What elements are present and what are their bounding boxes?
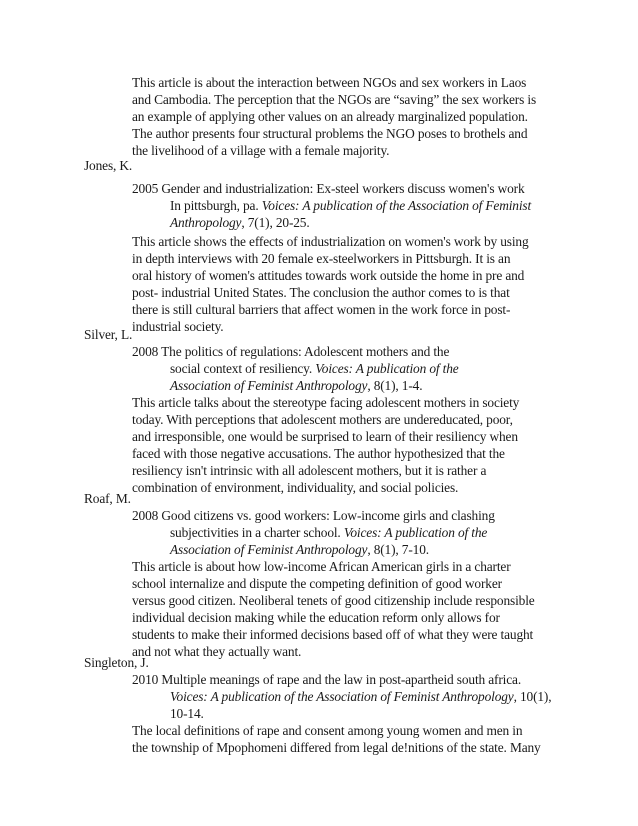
citation-line: 2005 Gender and industrialization: Ex-steel workers discuss women's work (132, 181, 525, 196)
citation-text: , 8(1), 1-4. (367, 378, 423, 393)
citation-text: subjectivities in a charter school. (170, 525, 344, 540)
annotation-line: the township of Mpophomeni differed from legal de!nitions of the state. Many (132, 740, 541, 755)
annotation-line: This article is about how low-income African American girls in a charter (132, 559, 511, 574)
annotation-line: there is still cultural barriers that affect women in the work force in post- (132, 302, 511, 317)
citation-line (170, 377, 422, 394)
entry-author: Roaf, M. (84, 491, 131, 506)
annotation-line: This article shows the effects of industrialization on women's work by using (132, 234, 529, 249)
entry-author: Singleton, J. (84, 655, 149, 670)
annotation-line: This article is about the interaction between NGOs and sex workers in Laos (132, 75, 527, 90)
citation-line (170, 688, 551, 705)
citation-text: social context of resiliency. (170, 361, 316, 376)
journal-title: Association of Feminist Anthropology (170, 542, 368, 557)
annotation-line: and irresponsible, one would be surprised to learn of their resiliency when (132, 429, 518, 444)
annotation-line: in depth interviews with 20 female ex-steelworkers in Pittsburgh. It is an (132, 251, 511, 266)
annotation-line: oral history of women's attitudes towards work outside the home in pre and (132, 268, 525, 283)
annotation-line: The author presents four structural problems the NGO poses to brothels and (132, 126, 528, 141)
journal-title: Voices: A publication of the Association of Feminist (261, 198, 532, 213)
citation-line (170, 541, 429, 558)
citation-text: In pittsburgh, pa. (170, 198, 262, 213)
annotation-line: the livelihood of a village with a female majority. (132, 143, 390, 158)
citation-line (170, 214, 310, 231)
annotation-line: faced with those negative accusations. The author hypothesized that the (132, 446, 505, 461)
annotation-line: The local definitions of rape and consent among young women and men in (132, 723, 523, 738)
annotation-line: an example of applying other values on an already marginalized population. (132, 109, 528, 124)
citation-line (170, 197, 531, 214)
journal-title: Voices: A publication of the Association of Feminist Anthropology (170, 689, 514, 704)
citation-text: 10-14. (170, 706, 204, 721)
entry-author: Jones, K. (84, 158, 133, 173)
entry-author: Silver, L. (84, 327, 133, 342)
journal-title: Voices: A publication of the (315, 361, 459, 376)
citation-line: 2008 The politics of regulations: Adolescent mothers and the (132, 344, 450, 359)
annotation-line: school internalize and dispute the competing definition of good worker (132, 576, 502, 591)
journal-title: Association of Feminist Anthropology (170, 378, 368, 393)
citation-line: 2008 Good citizens vs. good workers: Low-income girls and clashing (132, 508, 495, 523)
annotation-line: and Cambodia. The perception that the NGOs are “saving” the sex workers is (132, 92, 537, 107)
annotation-line: and not what they actually want. (132, 644, 302, 659)
citation-text: , 10(1), (513, 689, 552, 704)
annotation-line: combination of environment, individuality, and social policies. (132, 480, 459, 495)
annotation-line: versus good citizen. Neoliberal tenets of good citizenship include responsible (132, 593, 535, 608)
journal-title: Voices: A publication of the (343, 525, 488, 540)
annotation-line: today. With perceptions that adolescent mothers are undereducated, poor, (132, 412, 513, 427)
annotation-line: resiliency isn't intrinsic with all adolescent mothers, but it is rather a (132, 463, 487, 478)
citation-line (170, 705, 204, 722)
citation-text: , 7(1), 20-25. (241, 215, 310, 230)
citation-text: , 8(1), 7-10. (367, 542, 429, 557)
citation-line (170, 524, 487, 541)
citation-line (170, 360, 459, 377)
annotation-line: This article talks about the stereotype facing adolescent mothers in society (132, 395, 520, 410)
annotation-line: post- industrial United States. The conclusion the author comes to is that (132, 285, 510, 300)
annotation-line: students to make their informed decisions based off of what they were taught (132, 627, 534, 642)
annotation-line: individual decision making while the education reform only allows for (132, 610, 500, 625)
citation-line: 2010 Multiple meanings of rape and the law in post-apartheid south africa. (132, 672, 522, 687)
annotation-line: industrial society. (132, 319, 224, 334)
journal-title: Anthropology (170, 215, 242, 230)
